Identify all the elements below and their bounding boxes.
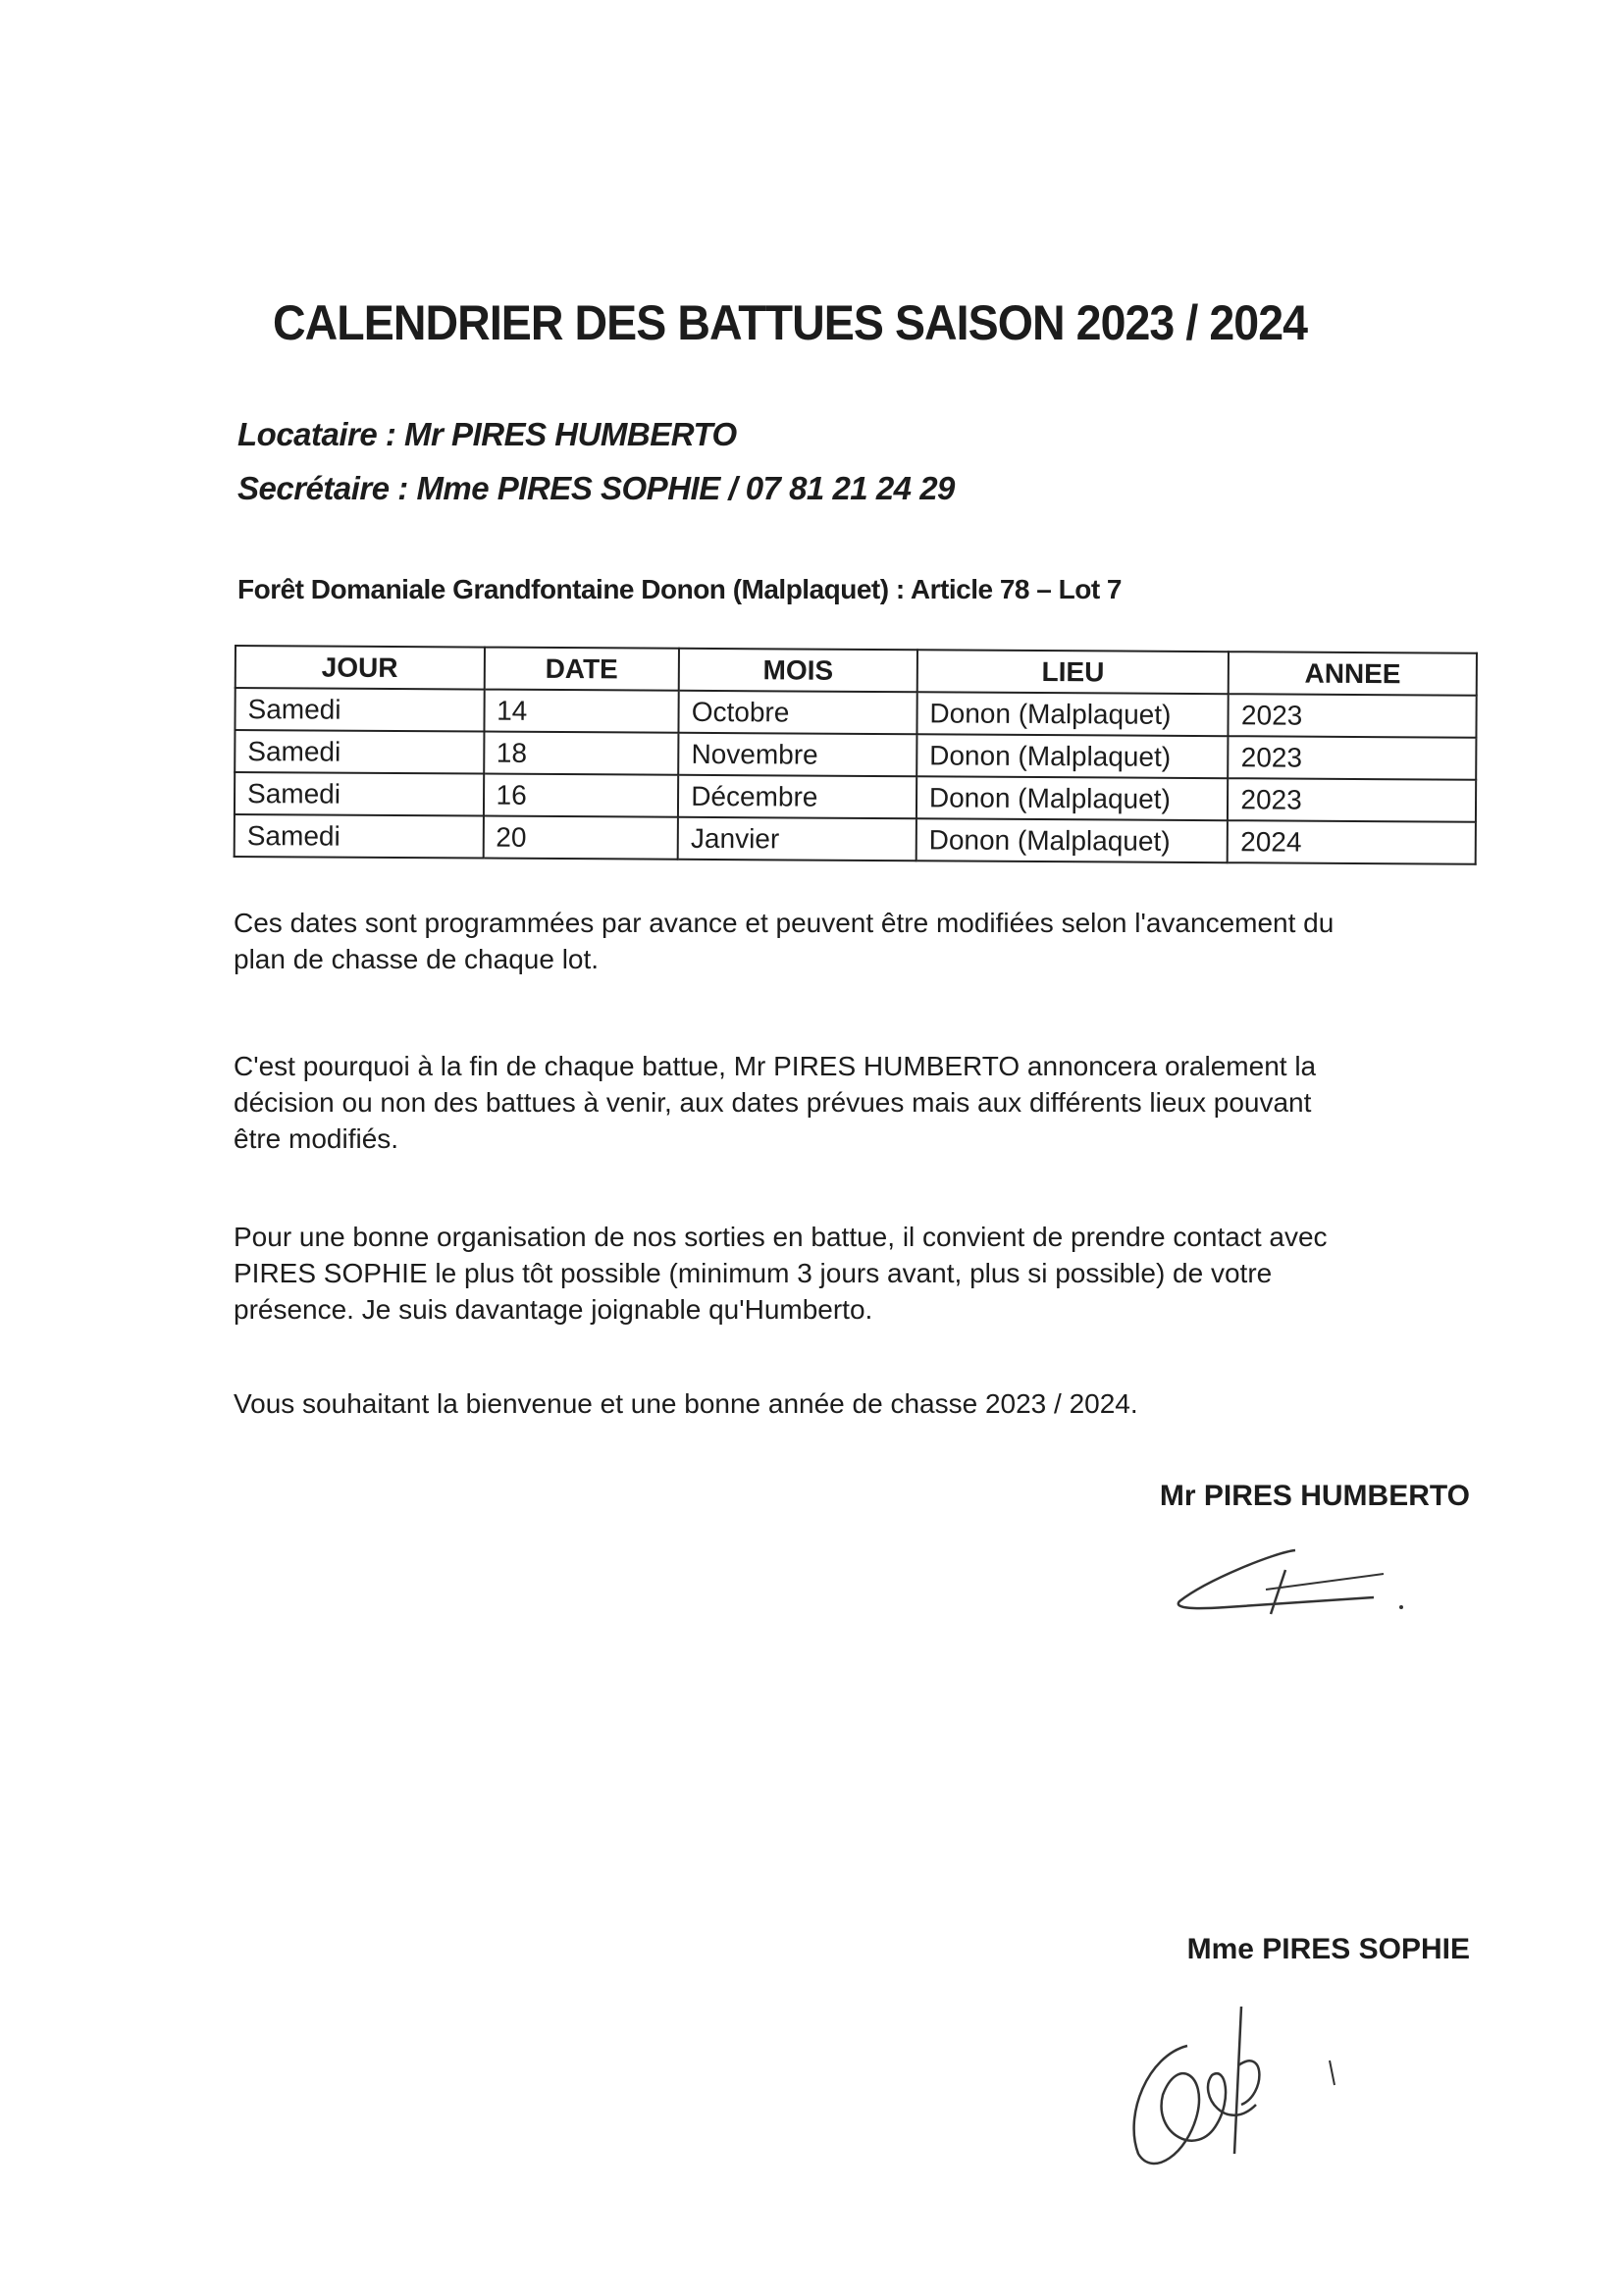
text-line: plan de chasse de chaque lot. (234, 944, 600, 974)
cell-jour: Samedi (235, 730, 484, 774)
cell-annee: 2023 (1229, 694, 1477, 738)
cell-annee: 2024 (1228, 820, 1476, 864)
signature-humberto (1168, 1540, 1423, 1619)
paragraph-3 (234, 1219, 1328, 1328)
text-line: Pour une bonne organisation de nos sorties en battue, il convient de prendre contact avec (234, 1222, 1328, 1252)
cell-mois: Décembre (678, 775, 916, 818)
table-row (235, 688, 1476, 738)
battues-table (234, 645, 1478, 865)
paragraph-1 (234, 905, 1334, 977)
signatory-humberto: Mr PIRES HUMBERTO (1159, 1480, 1470, 1512)
text-line: Ces dates sont programmées par avance et peuvent être modifiées selon l'avancement du (234, 908, 1335, 938)
signature-sophie (1119, 1987, 1354, 2183)
cell-mois: Janvier (678, 817, 916, 861)
table-row (235, 730, 1476, 780)
cell-date: 20 (483, 816, 678, 860)
text-line: présence. Je suis davantage joignable qu'Humberto. (234, 1294, 873, 1325)
table-row (235, 772, 1476, 822)
cell-lieu: Donon (Malplaquet) (916, 776, 1229, 820)
cell-annee: 2023 (1229, 736, 1477, 780)
cell-mois: Novembre (678, 733, 916, 776)
cell-mois: Octobre (679, 691, 917, 734)
cell-annee: 2023 (1228, 778, 1476, 822)
cell-date: 14 (484, 690, 679, 733)
text-line: décision ou non des battues à venir, aux dates prévues mais aux différents lieux pouvant (234, 1087, 1312, 1118)
header-annee: ANNEE (1229, 652, 1477, 696)
header-lieu: LIEU (917, 650, 1230, 694)
cell-jour: Samedi (235, 814, 484, 859)
paragraph-2 (234, 1048, 1316, 1157)
table-header-row (236, 646, 1477, 696)
text-line: PIRES SOPHIE le plus tôt possible (minimum 3 jours avant, plus si possible) de votre (234, 1258, 1273, 1288)
cell-jour: Samedi (235, 772, 484, 816)
cell-date: 18 (484, 732, 679, 775)
text-line: Vous souhaitant la bienvenue et une bonne année de chasse 2023 / 2024. (234, 1388, 1138, 1419)
cell-lieu: Donon (Malplaquet) (916, 692, 1229, 736)
table-row (235, 814, 1476, 864)
locataire-line: Locataire : Mr PIRES HUMBERTO (237, 416, 737, 452)
cell-date: 16 (483, 774, 678, 817)
signatory-sophie: Mme PIRES SOPHIE (1186, 1933, 1470, 1965)
forest-line: Forêt Domaniale Grandfontaine Donon (Malplaquet) : Article 78 – Lot 7 (237, 574, 1122, 604)
header-mois: MOIS (679, 649, 917, 692)
cell-jour: Samedi (235, 688, 484, 732)
document-title: CALENDRIER DES BATTUES SAISON 2023 / 2024 (273, 295, 1308, 350)
cell-lieu: Donon (Malplaquet) (916, 734, 1229, 778)
text-line: être modifiés. (234, 1123, 399, 1154)
header-date: DATE (484, 648, 679, 691)
secretaire-line: Secrétaire : Mme PIRES SOPHIE / 07 81 21 24 29 (237, 470, 955, 506)
header-jour: JOUR (236, 646, 485, 690)
paragraph-4 (234, 1385, 1138, 1422)
cell-lieu: Donon (Malplaquet) (916, 818, 1229, 862)
text-line: C'est pourquoi à la fin de chaque battue, Mr PIRES HUMBERTO annoncera oralement la (234, 1051, 1317, 1081)
